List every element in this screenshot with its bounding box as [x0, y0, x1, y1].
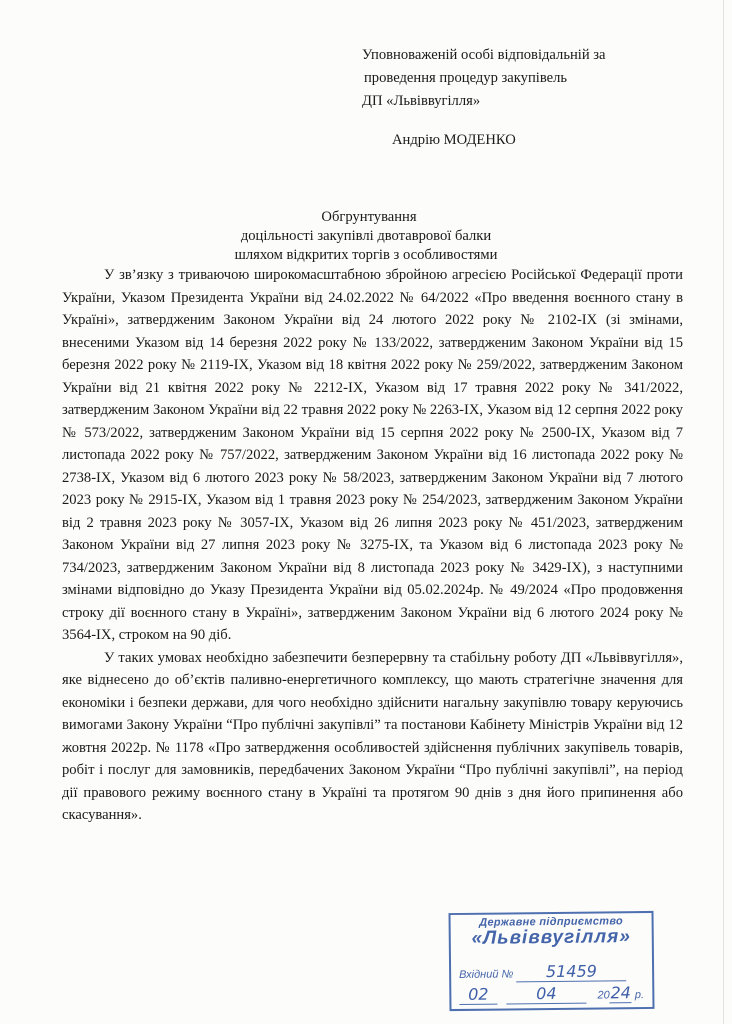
scan-edge: [723, 0, 724, 1024]
addressee-line-3: ДП «Львіввугілля»: [362, 93, 481, 109]
title-line-1: Обгрунтування: [321, 209, 417, 225]
addressee-name: Андрію МОДЕНКО: [392, 132, 516, 148]
stamp-incoming-number: 51459: [516, 961, 626, 982]
stamp-year-unit: р.: [634, 989, 645, 1002]
stamp-date-row: [459, 983, 644, 1005]
addressee-line-1: Уповноваженій особі відповідальній за: [362, 47, 606, 63]
body-paragraph-1: У зв’язку з триваючою широкомасштабною збройною агресією Російської Федерації проти України, Указом Президента України від 24.02.2022 № 64/2022 «Про введення воєнного стану в Україні», затвердженим Законом України від 24 лютого 2022 року № 2102-IX (зі змінами, внесеними Указом від 14 березня 2022 року № 133/2022, затвердженим Законом України від 15 березня 2022 року № 2119-IX, Указом від 18 квітня 2022 року № 259/2022, затвердженим Законом України від 21 квітня 2022 року № 2212-IX, Указом від 17 травня 2022 року № 341/2022, затвердженим Законом України від 22 травня 2022 року № 2263-IX, Указом від 12 серпня 2022 року № 573/2022, затвердженим Законом України від 15 серпня 2022 року № 2500-IX, Указом від 7 листопада 2022 року № 757/2022, затвердженим Законом України від 16 листопада 2022 року № 2738-IX, Указом від 6 лютого 2023 року № 58/2023, затвердженим Законом України від 7 лютого 2023 року № 2915-IX, Указом від 1 травня 2023 року № 254/2023, затвердженим Законом України від 2 травня 2023 року № 3057-IX, Указом від 26 липня 2023 року № 451/2023, затвердженим Законом України від 27 липня 2023 року № 3275-IX, та Указом від 6 листопада 2023 року № 734/2023, затвердженим Законом України від 8 листопада 2023 року № 3429-IX), з наступними змінами відповідно до Указу Президента України від 05.02.2024р. № 49/2024 «Про продовження строку дії воєнного стану в Україні», затвердженим Законом України від 6 лютого 2024 року № 3564-IX, строком на 90 діб.: [62, 267, 683, 643]
stamp-incoming-label: Вхідний №: [459, 968, 514, 981]
stamp-organization: «Львіввугілля»: [471, 926, 631, 949]
stamp-month: 04: [506, 984, 586, 1005]
addressee-block: [362, 44, 606, 152]
registration-stamp: [448, 911, 654, 1011]
document-title: [0, 208, 732, 265]
title-line-2: доцільності закупівлі двотаврової балки: [240, 228, 492, 244]
title-line-3: шляхом відкритих торгів з особливостями: [234, 247, 498, 263]
stamp-incoming-row: [459, 961, 627, 983]
stamp-year-suffix: 24: [610, 983, 631, 1003]
addressee-line-2: проведення процедур закупівель: [364, 70, 568, 86]
stamp-day: 02: [459, 985, 497, 1005]
document-body: [62, 264, 683, 827]
body-paragraph-2: У таких умовах необхідно забезпечити безперервну та стабільну роботу ДП «Львіввугілля», яке віднесено до об’єктів паливно-енергетичного комплексу, що мають стратегічне значення для економіки і безпеки держави, для чого необхідно здійснити нагальну закупівлю товару керуючись вимогами Закону України “Про публічні закупівлі” та постанови Кабінету Міністрів України від 12 жовтня 2022р. № 1178 «Про затвердження особливостей здійснення публічних закупівель товарів, робіт і послуг для замовників, передбачених Законом України “Про публічні закупівлі”, на період дії правового режиму воєнного стану в Україні та протягом 90 днів з дня його припинення або скасування».: [62, 649, 683, 823]
stamp-year-prefix: 20: [597, 989, 610, 1002]
stamp-header: Державне підприємство: [479, 915, 624, 929]
